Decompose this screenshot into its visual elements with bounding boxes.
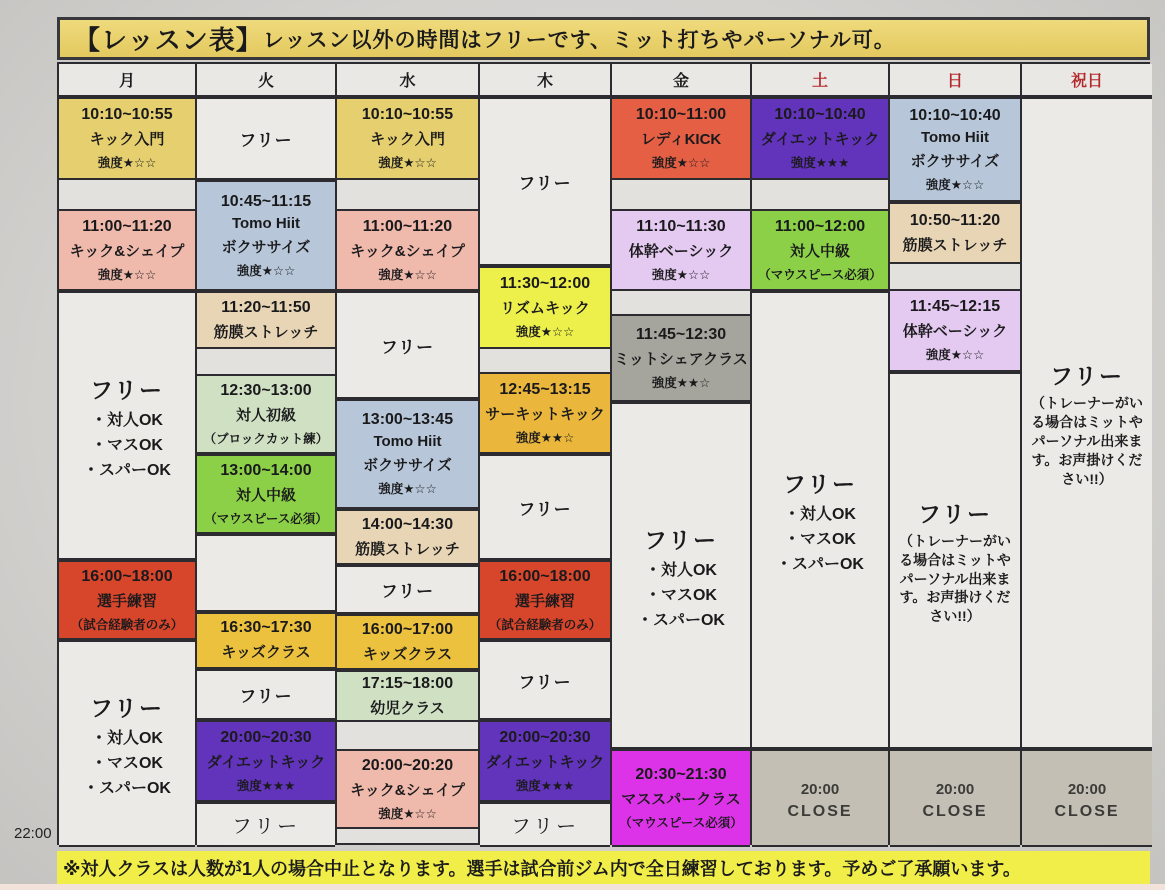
lesson-time: 20:30~21:30 bbox=[635, 765, 727, 783]
column-monday bbox=[59, 64, 197, 843]
day-header-monday: 月 bbox=[59, 64, 195, 97]
column-tuesday bbox=[197, 64, 337, 843]
lesson-cell bbox=[890, 202, 1020, 264]
lesson-cell bbox=[480, 266, 610, 349]
lesson-title: ダイエットキック bbox=[206, 753, 326, 771]
free-option: ・スパーOK bbox=[82, 779, 171, 797]
lesson-time: 12:30~13:00 bbox=[220, 381, 312, 399]
lesson-title: 筋膜ストレッチ bbox=[213, 323, 319, 341]
schedule-title-bar bbox=[57, 17, 1150, 60]
lesson-title: キッズクラス bbox=[362, 645, 453, 663]
close-label: CLOSE bbox=[1054, 802, 1120, 820]
free-label: フリー bbox=[518, 672, 572, 692]
lesson-note: 強度★☆☆ bbox=[97, 267, 157, 282]
lesson-title: 選手練習 bbox=[514, 592, 575, 610]
free-option: ・スパーOK bbox=[775, 556, 864, 573]
lesson-cell bbox=[480, 560, 610, 640]
lesson-time: 11:00~11:20 bbox=[362, 217, 453, 235]
lesson-cell bbox=[337, 97, 478, 180]
lesson-cell bbox=[752, 97, 888, 180]
lesson-note: （試合経験者のみ） bbox=[488, 617, 602, 632]
day-header-sunday: 日 bbox=[890, 64, 1020, 97]
schedule-title-rest: レッスン以外の時間はフリーです、ミット打ちやパーソナル可。 bbox=[262, 28, 896, 52]
lesson-note: 強度★☆☆ bbox=[925, 348, 985, 362]
lesson-time: 10:10~10:40 bbox=[909, 106, 1001, 124]
lesson-subtitle: ボクササイズ bbox=[363, 457, 452, 474]
lesson-title: Tomo Hiit bbox=[231, 214, 301, 232]
free-cell bbox=[337, 291, 478, 399]
lesson-title: サーキットキック bbox=[485, 405, 605, 423]
free-label: フリー bbox=[380, 337, 435, 357]
lesson-time: 10:10~10:55 bbox=[361, 106, 454, 123]
lesson-title: ミットシェアクラス bbox=[614, 350, 748, 368]
lesson-time: 12:45~13:15 bbox=[499, 380, 591, 398]
lesson-title: 筋膜ストレッチ bbox=[355, 540, 460, 558]
column-thursday bbox=[480, 64, 612, 843]
free-label: フリー bbox=[239, 687, 293, 706]
lesson-time: 13:00~13:45 bbox=[361, 411, 454, 428]
lesson-note: 強度★☆☆ bbox=[651, 267, 711, 282]
lesson-cell bbox=[890, 97, 1020, 202]
free-label: フリー bbox=[510, 816, 580, 838]
lesson-note: （マウスピース必須） bbox=[204, 511, 328, 526]
lesson-title: 対人中級 bbox=[789, 242, 850, 260]
lesson-note: 強度★☆☆ bbox=[378, 156, 437, 170]
day-header-friday: 金 bbox=[612, 64, 750, 97]
lesson-time: 17:15~18:00 bbox=[361, 674, 454, 692]
free-cell bbox=[480, 454, 610, 560]
lesson-time: 16:00~17:00 bbox=[361, 620, 454, 638]
free-option: ・対人OK bbox=[783, 506, 856, 523]
lesson-time: 11:45~12:30 bbox=[635, 325, 727, 343]
lesson-title: キック&シェイプ bbox=[350, 781, 465, 799]
lesson-title: マススパークラス bbox=[621, 790, 741, 808]
lesson-cell bbox=[197, 612, 335, 669]
lesson-title: 対人中級 bbox=[235, 486, 296, 504]
lesson-cell bbox=[612, 209, 750, 291]
lesson-cell bbox=[890, 289, 1020, 372]
free-option: ・マスOK bbox=[783, 531, 856, 548]
lesson-cell bbox=[59, 97, 195, 180]
day-header-wednesday: 水 bbox=[337, 64, 478, 97]
free-cell bbox=[612, 402, 750, 749]
lesson-title: 筋膜ストレッチ bbox=[902, 236, 1008, 254]
free-option: ・スパーOK bbox=[82, 461, 171, 479]
lesson-title: 幼児クラス bbox=[370, 699, 445, 717]
free-cell bbox=[752, 291, 888, 749]
free-cell bbox=[480, 802, 610, 847]
lesson-note: 強度★☆☆ bbox=[236, 263, 296, 278]
lesson-title: Tomo Hiit bbox=[373, 433, 442, 450]
empty-slot bbox=[197, 349, 335, 374]
lesson-time: 10:10~10:40 bbox=[774, 106, 866, 123]
lesson-cell bbox=[197, 454, 335, 534]
day-header-saturday: 土 bbox=[752, 64, 888, 97]
lesson-cell bbox=[337, 670, 478, 722]
free-cell bbox=[197, 802, 335, 847]
free-cell bbox=[480, 97, 610, 266]
lesson-time: 16:00~18:00 bbox=[499, 567, 591, 585]
free-label: フリー bbox=[917, 500, 993, 527]
lesson-cell bbox=[197, 374, 335, 454]
lesson-note: 強度★☆☆ bbox=[925, 177, 985, 192]
lesson-note: 強度★☆☆ bbox=[97, 156, 157, 170]
lesson-time: 11:10~11:30 bbox=[636, 217, 726, 235]
lesson-title: ダイエットキック bbox=[760, 131, 880, 148]
close-cell bbox=[1022, 749, 1152, 847]
lesson-time: 10:45~11:15 bbox=[220, 192, 312, 210]
lesson-cell bbox=[337, 614, 478, 670]
lesson-time: 10:50~11:20 bbox=[909, 211, 1001, 229]
lesson-cell bbox=[612, 314, 750, 402]
day-header-tuesday: 火 bbox=[197, 64, 335, 97]
close-cell bbox=[752, 749, 888, 847]
empty-slot bbox=[337, 722, 478, 749]
lesson-cell bbox=[337, 749, 478, 829]
lesson-time: 10:10~10:55 bbox=[81, 106, 173, 123]
close-cell bbox=[890, 749, 1020, 847]
lesson-cell bbox=[197, 180, 335, 291]
column-wednesday bbox=[337, 64, 480, 843]
lesson-note: 強度★★☆ bbox=[515, 430, 575, 445]
lesson-note: （マウスピース必須） bbox=[758, 267, 882, 282]
schedule-table bbox=[57, 62, 1150, 845]
lesson-note: 強度★☆☆ bbox=[378, 482, 437, 496]
column-holiday bbox=[1022, 64, 1152, 843]
free-cell bbox=[59, 291, 195, 560]
free-option: ・マスOK bbox=[644, 586, 717, 604]
lesson-time: 16:00~18:00 bbox=[81, 567, 173, 585]
lesson-note: 強度★★★ bbox=[790, 156, 850, 170]
empty-slot bbox=[752, 180, 888, 209]
free-label: フリー bbox=[89, 694, 165, 721]
lesson-cell bbox=[337, 209, 478, 291]
lesson-cell bbox=[197, 291, 335, 349]
empty-slot bbox=[337, 180, 478, 209]
free-label: フリー bbox=[1049, 363, 1125, 390]
free-option: ・スパーOK bbox=[636, 611, 725, 629]
lesson-title: Tomo Hiit bbox=[920, 128, 990, 146]
left-time-label: 22:00 bbox=[14, 825, 52, 842]
empty-slot bbox=[337, 829, 478, 847]
free-cell bbox=[197, 97, 335, 180]
lesson-note: 強度★★☆ bbox=[651, 375, 711, 390]
lesson-cell bbox=[59, 560, 195, 640]
lesson-subtitle: ボクササイズ bbox=[910, 152, 1000, 170]
schedule-title-main: 【レッスン表】 bbox=[74, 25, 263, 55]
lesson-note: 強度★★★ bbox=[515, 778, 575, 793]
empty-slot bbox=[890, 264, 1020, 289]
day-header-thursday: 木 bbox=[480, 64, 610, 97]
lesson-cell bbox=[612, 97, 750, 180]
lesson-title: 対人初級 bbox=[235, 406, 296, 424]
lesson-title: 選手練習 bbox=[96, 592, 157, 610]
free-label: フリー bbox=[89, 376, 165, 403]
lesson-time: 10:10~11:00 bbox=[635, 106, 727, 123]
column-saturday bbox=[752, 64, 890, 843]
free-option: ・マスOK bbox=[90, 754, 163, 772]
lesson-note: （試合経験者のみ） bbox=[70, 617, 184, 632]
close-time: 20:00 bbox=[935, 780, 975, 798]
lesson-title: 体幹ベーシック bbox=[902, 323, 1008, 340]
lesson-title: リズムキック bbox=[500, 300, 590, 317]
free-note: （トレーナーがいる場合はミットやパーソナル出来ます。お声掛けください!!） bbox=[1031, 395, 1143, 487]
free-cell bbox=[197, 669, 335, 720]
footer-note: ※対人クラスは人数が1人の場合中止となります。選手は試合前ジム内で全日練習しております。予めご了承願います。 bbox=[57, 851, 1150, 884]
column-sunday bbox=[890, 64, 1022, 843]
empty-slot bbox=[612, 180, 750, 209]
free-cell bbox=[890, 372, 1020, 749]
lesson-note: 強度★☆☆ bbox=[515, 325, 575, 339]
lesson-cell bbox=[337, 509, 478, 565]
free-cell bbox=[337, 565, 478, 614]
empty-slot bbox=[480, 349, 610, 372]
free-cell bbox=[59, 640, 195, 847]
lesson-time: 11:20~11:50 bbox=[221, 298, 311, 316]
free-cell bbox=[197, 534, 335, 612]
close-time: 20:00 bbox=[800, 780, 840, 798]
lesson-note: 強度★☆☆ bbox=[378, 267, 437, 282]
lesson-cell bbox=[612, 749, 750, 847]
lesson-time: 13:00~14:00 bbox=[220, 461, 312, 479]
lesson-cell bbox=[337, 399, 478, 509]
lesson-cell bbox=[752, 209, 888, 291]
lesson-note: 強度★☆☆ bbox=[651, 156, 711, 170]
free-cell bbox=[480, 640, 610, 720]
lesson-time: 20:00~20:30 bbox=[499, 728, 591, 746]
empty-slot bbox=[612, 291, 750, 314]
lesson-time: 11:45~12:15 bbox=[909, 298, 1001, 315]
lesson-note: 強度★★★ bbox=[236, 778, 296, 793]
lesson-time: 11:00~12:00 bbox=[774, 217, 866, 235]
free-label: フリー bbox=[380, 582, 435, 601]
lesson-subtitle: ボクササイズ bbox=[221, 238, 311, 256]
free-label: フリー bbox=[518, 174, 572, 193]
column-friday bbox=[612, 64, 752, 843]
lesson-cell bbox=[197, 720, 335, 802]
free-label: フリー bbox=[643, 526, 719, 553]
free-option: ・マスOK bbox=[90, 436, 163, 454]
lesson-time: 20:00~20:20 bbox=[361, 756, 454, 774]
lesson-title: キック&シェイプ bbox=[350, 242, 465, 260]
free-cell bbox=[1022, 97, 1152, 749]
close-time: 20:00 bbox=[1067, 780, 1107, 798]
free-label: フリー bbox=[782, 471, 858, 497]
free-label: フリー bbox=[518, 499, 572, 519]
lesson-time: 11:00~11:20 bbox=[82, 217, 172, 235]
lesson-title: レディKICK bbox=[640, 131, 722, 148]
lesson-time: 11:30~12:00 bbox=[499, 275, 591, 292]
lesson-time: 16:30~17:30 bbox=[220, 619, 312, 636]
lesson-title: ダイエットキック bbox=[485, 753, 605, 771]
lesson-title: 体幹ベーシック bbox=[628, 242, 734, 260]
lesson-cell bbox=[480, 372, 610, 454]
lesson-title: キック入門 bbox=[370, 131, 445, 148]
lesson-note: 強度★☆☆ bbox=[378, 806, 437, 821]
lesson-cell bbox=[480, 720, 610, 802]
lesson-time: 20:00~20:30 bbox=[220, 728, 312, 746]
empty-slot bbox=[59, 180, 195, 209]
lesson-cell bbox=[59, 209, 195, 291]
free-label: フリー bbox=[239, 131, 293, 150]
close-label: CLOSE bbox=[922, 802, 988, 820]
free-option: ・対人OK bbox=[90, 729, 163, 747]
lesson-note: （マウスピース必須） bbox=[619, 815, 743, 830]
close-label: CLOSE bbox=[787, 802, 853, 820]
lesson-note: （ブロックカット練） bbox=[203, 431, 329, 446]
lesson-time: 14:00~14:30 bbox=[361, 515, 454, 533]
lesson-title: キック入門 bbox=[89, 131, 165, 148]
free-option: ・対人OK bbox=[644, 561, 717, 579]
free-option: ・対人OK bbox=[90, 411, 163, 429]
free-label: フリー bbox=[231, 816, 301, 838]
lesson-title: キック&シェイプ bbox=[69, 242, 185, 260]
free-note: （トレーナーがいる場合はミットやパーソナル出来ます。お声掛けください!!） bbox=[899, 532, 1011, 625]
bottom-strip bbox=[0, 884, 1165, 890]
day-header-holiday: 祝日 bbox=[1022, 64, 1152, 97]
lesson-title: キッズクラス bbox=[221, 644, 311, 661]
